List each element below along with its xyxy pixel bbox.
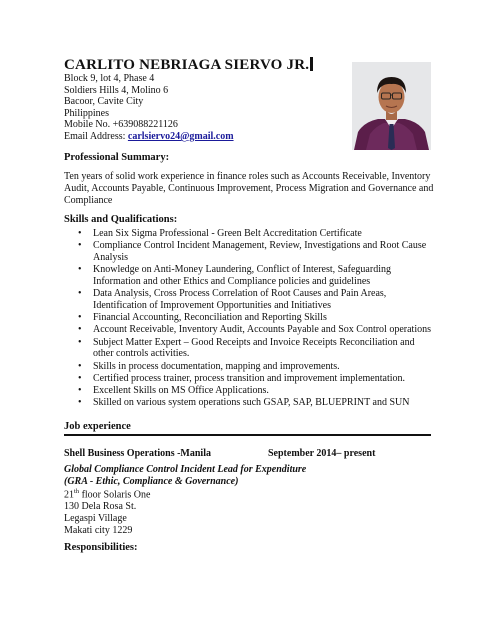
job-title-line-2: (GRA - Ethic, Compliance & Governance) (64, 475, 239, 487)
list-item (64, 264, 436, 288)
floor-suffix: th (74, 488, 80, 495)
skill-text: Data Analysis, Cross Process Correlation of Root Causes and Pain Areas, Identification of Improvement Opportunities and Initiatives (93, 288, 387, 311)
email-label: Email Address: (64, 130, 128, 142)
skill-text: Certified process trainer, process transition and improvement implementation. (93, 372, 406, 384)
bullet-icon: • (78, 240, 82, 252)
skill-text: Financial Accounting, Reconciliation and Reporting Skills (93, 312, 327, 324)
email-link[interactable]: carlsiervo24@gmail.com (127, 130, 234, 142)
address-line-4: Philippines (64, 107, 110, 119)
skill-text: Account Receivable, Inventory Audit, Accounts Payable and Sox Control operations (93, 324, 431, 336)
job-title-line-1: Global Compliance Control Incident Lead for Expenditure (64, 464, 307, 475)
skill-text: Compliance Control Incident Management, Review, Investigations and Root Cause Analysis (93, 240, 427, 263)
skill-text: Subject Matter Expert – Good Receipts and Invoice Receipts Reconciliation and other controls activities. (93, 336, 415, 360)
list-item (64, 385, 436, 397)
office-address-line-1 (64, 486, 150, 501)
bullet-icon: • (78, 324, 82, 336)
skills-list (64, 228, 436, 409)
bullet-icon: • (78, 384, 82, 396)
employment-dates: September 2014– present (268, 448, 376, 459)
list-item (64, 397, 436, 409)
skill-text: Excellent Skills on MS Office Applications. (93, 384, 269, 396)
profile-photo (352, 62, 431, 150)
bullet-icon: • (78, 312, 82, 324)
skill-text: Knowledge on Anti-Money Laundering, Conflict of Interest, Safeguarding Information and other Ethics and Compliance policies and guidelines (93, 264, 391, 287)
address-line-1: Block 9, lot 4, Phase 4 (64, 73, 155, 84)
summary-heading: Professional Summary: (64, 152, 170, 163)
text-cursor (310, 57, 313, 71)
profile-photo-illustration (352, 62, 431, 150)
job-experience-heading: Job experience (64, 421, 131, 432)
job-title (64, 464, 306, 488)
skills-heading: Skills and Qualifications: (64, 214, 178, 225)
summary-text: Ten years of solid work experience in finance roles such as Accounts Receivable, Inventory Audit, Accounts Payable, Continuous Improvement, Process Migration and Governance and Compliance (64, 171, 434, 206)
bullet-icon: • (78, 336, 82, 348)
list-item (64, 228, 436, 240)
responsibilities-heading: Responsibilities: (64, 542, 138, 553)
bullet-icon: • (78, 360, 82, 372)
email-line (64, 131, 234, 143)
floor-number: 21 (64, 489, 74, 501)
address-line-3: Bacoor, Cavite City (64, 96, 144, 108)
bullet-icon: • (78, 372, 82, 384)
list-item (64, 373, 436, 385)
candidate-name (64, 57, 313, 74)
office-address-line-4: Makati city 1229 (64, 524, 133, 536)
list-item (64, 288, 436, 312)
contact-block (64, 73, 234, 143)
office-address-line-3: Legaspi Village (64, 512, 127, 524)
bullet-icon: • (78, 228, 82, 239)
list-item (64, 337, 436, 361)
list-item (64, 324, 436, 336)
list-item (64, 361, 436, 373)
floor-building: floor Solaris One (79, 489, 151, 501)
bullet-icon: • (78, 288, 82, 300)
office-address-line-2: 130 Dela Rosa St. (64, 501, 137, 513)
mobile-number: Mobile No. +639088221126 (64, 119, 178, 131)
section-divider (64, 434, 431, 436)
candidate-name-text: CARLITO NEBRIAGA SIERVO JR. (64, 57, 310, 73)
skill-text: Lean Six Sigma Professional - Green Belt Accreditation Certificate (93, 228, 362, 239)
skill-text: Skilled on various system operations such GSAP, SAP, BLUEPRINT and SUN (93, 397, 410, 409)
list-item (64, 312, 436, 324)
bullet-icon: • (78, 264, 82, 276)
skill-text: Skills in process documentation, mapping and improvements. (93, 360, 340, 372)
office-address (64, 486, 150, 537)
company-name: Shell Business Operations -Manila (64, 448, 211, 459)
bullet-icon: • (78, 397, 82, 409)
address-line-2: Soldiers Hills 4, Molino 6 (64, 84, 169, 96)
list-item (64, 240, 436, 264)
